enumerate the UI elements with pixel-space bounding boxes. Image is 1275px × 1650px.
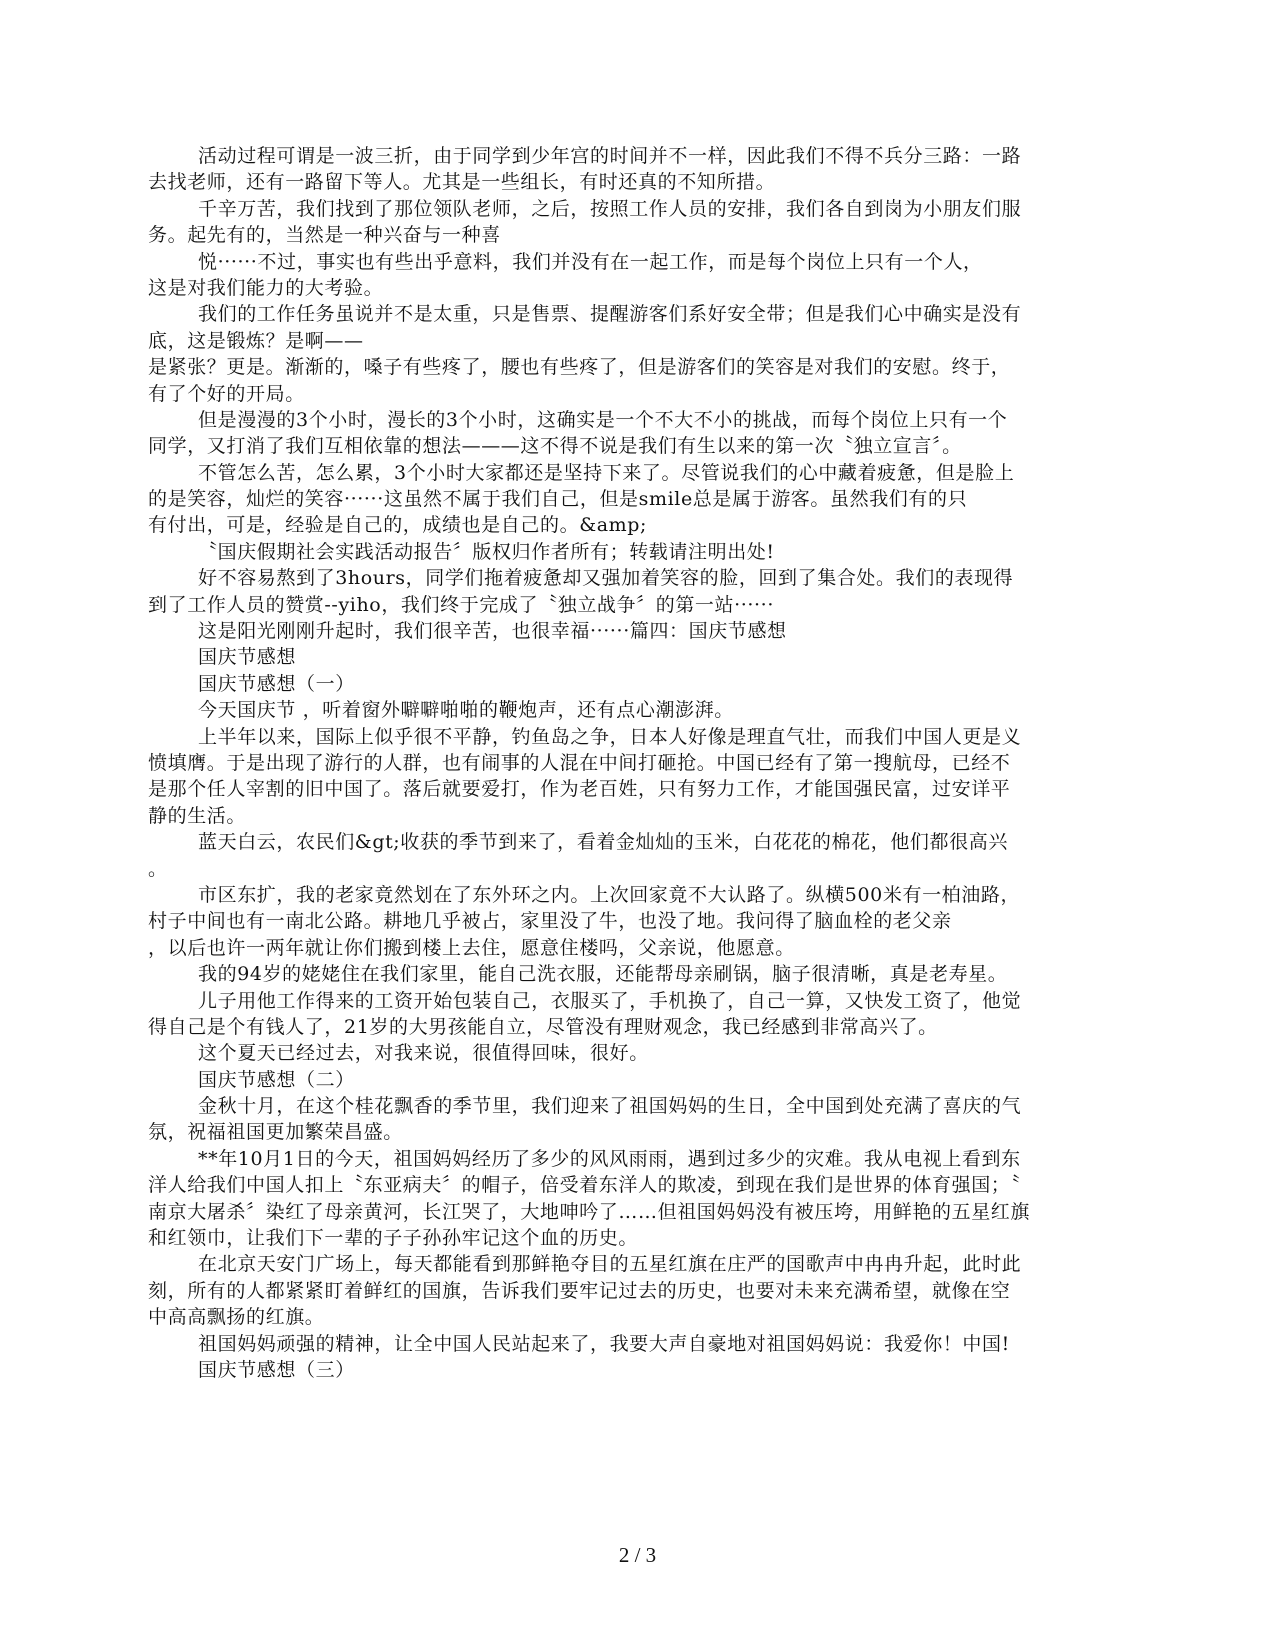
text-line: 蓝天白云，农民们&gt;收获的季节到来了，看着金灿灿的玉米，白花花的棉花，他们都很高兴 [198,831,1008,854]
text-line: ，以后也许一两年就让你们搬到楼上去住，愿意住楼吗，父亲说，他愿意。 [148,936,795,959]
text-line: 这是阳光刚刚升起时，我们很辛苦，也很幸福······篇四：国庆节感想 [198,620,787,643]
text-line: 不管怎么苦，怎么累，3个小时大家都还是坚持下来了。尽管说我们的心中藏着疲惫，但是脸上 [198,461,1015,484]
text-line: 的是笑容，灿烂的笑容······这虽然不属于我们自己，但是smile总是属于游客。虽然我们有的只 [148,488,968,511]
text-line: 有了个好的开局。 [148,382,305,405]
text-line: 市区东扩，我的老家竟然划在了东外环之内。上次回家竟不大认路了。纵横500米有一柏油路， [198,883,1021,906]
text-line: 到了工作人员的赞赏--yiho，我们终于完成了〝独立战争〞的第一站······ [148,593,774,616]
text-line: 和红领巾，让我们下一辈的子子孙孙牢记这个血的历史。 [148,1227,639,1250]
text-line: 祖国妈妈顽强的精神，让全中国人民站起来了，我要大声自豪地对祖国妈妈说：我爱你！中国! [198,1332,1010,1355]
text-line: 上半年以来，国际上似乎很不平静，钓鱼岛之争，日本人好像是理直气壮，而我们中国人更是义 [198,725,1022,748]
text-line: 这个夏天已经过去，对我来说，很值得回味，很好。 [198,1042,649,1065]
text-line: 但是漫漫的3个小时，漫长的3个小时，这确实是一个不大不小的挑战，而每个岗位上只有一个 [198,408,1008,431]
text-line: 儿子用他工作得来的工资开始包装自己，衣服买了，手机换了，自己一算，又快发工资了，他觉 [198,989,1022,1012]
text-line: 氛，祝福祖国更加繁荣昌盛。 [148,1121,403,1144]
text-line: 洋人给我们中国人扣上〝东亚病夫〞的帽子，倍受着东洋人的欺凌，到现在我们是世界的体育强国；〝 [148,1174,1021,1197]
text-line: 我们的工作任务虽说并不是太重，只是售票、提醒游客们系好安全带；但是我们心中确实是没有 [198,303,1022,326]
text-line: 今天国庆节 ，听着窗外噼噼啪啪的鞭炮声，还有点心潮澎湃。 [198,699,734,722]
text-line: 国庆节感想 [198,646,297,669]
text-line: 金秋十月，在这个桂花飘香的季节里，我们迎来了祖国妈妈的生日，全中国到处充满了喜庆的气 [198,1095,1022,1118]
text-line: 好不容易熬到了3hours，同学们拖着疲惫却又强加着笑容的脸，回到了集合处。我们的表现得 [198,567,1014,590]
text-line: 国庆节感想（二） [198,1068,355,1091]
text-line: 。 [148,857,168,880]
text-line: 悦······不过，事实也有些出乎意料，我们并没有在一起工作，而是每个岗位上只有一个人， [198,250,983,273]
text-line: 务。起先有的，当然是一种兴奋与一种喜 [148,224,501,247]
text-line: **年10月1日的今天，祖国妈妈经历了多少的风风雨雨，遇到过多少的灾难。我从电视上看到东 [198,1147,1021,1170]
text-line: 同学，又打消了我们互相依靠的想法———这不得不说是我们有生以来的第一次〝独立宣言〞。 [148,435,962,458]
text-line: 底，这是锻炼？是啊—— [148,329,364,352]
text-line: 愤填膺。于是出现了游行的人群，也有闹事的人混在中间打砸抢。中国已经有了第一搜航母，已经不 [148,751,1011,774]
text-line: 静的生活。 [148,804,247,827]
text-line: 得自己是个有钱人了，21岁的大男孩能自立，尽管没有理财观念，我已经感到非常高兴了。 [148,1015,938,1038]
text-line: 〝国庆假期社会实践活动报告〞版权归作者所有；转载请注明出处! [198,540,775,563]
text-line: 有付出，可是，经验是自己的，成绩也是自己的。&amp; [148,514,648,537]
text-line: 我的94岁的姥姥住在我们家里，能自己洗衣服，还能帮母亲刷锅，脑子很清晰，真是老寿星。 [198,963,1008,986]
text-line: 千辛万苦，我们找到了那位领队老师，之后，按照工作人员的安排，我们各自到岗为小朋友们服 [198,197,1022,220]
page-number: 2 / 3 [618,1543,657,1567]
text-line: 去找老师，还有一路留下等人。尤其是一些组长，有时还真的不知所措。 [148,171,776,194]
text-line: 是紧张？更是。渐渐的，嗓子有些疼了，腰也有些疼了，但是游客们的笑容是对我们的安慰。终于， [148,356,1011,379]
text-line: 活动过程可谓是一波三折，由于同学到少年宫的时间并不一样，因此我们不得不兵分三路：一路 [198,145,1022,167]
text-line: 村子中间也有一南北公路。耕地几乎被占，家里没了牛，也没了地。我问得了脑血栓的老父亲 [148,910,952,933]
text-line: 中高高飘扬的红旗。 [148,1306,325,1329]
text-line: 是那个任人宰割的旧中国了。落后就要爱打，作为老百姓，只有努力工作，才能国强民富，过安详平 [148,778,1011,801]
text-line: 这是对我们能力的大考验。 [148,276,384,299]
text-line: 在北京天安门广场上，每天都能看到那鲜艳夺目的五星红旗在庄严的国歌声中冉冉升起，此时此 [198,1253,1022,1276]
text-line: 南京大屠杀〞染红了母亲黄河，长江哭了，大地呻吟了……但祖国妈妈没有被压垮，用鲜艳的五星红旗 [148,1200,1031,1223]
text-line: 国庆节感想（三） [198,1358,355,1381]
document-body [148,143,1128,1383]
text-line: 国庆节感想（一） [198,672,355,695]
text-line: 刻，所有的人都紧紧盯着鲜红的国旗，告诉我们要牢记过去的历史，也要对未来充满希望，就像在空 [148,1279,1011,1302]
